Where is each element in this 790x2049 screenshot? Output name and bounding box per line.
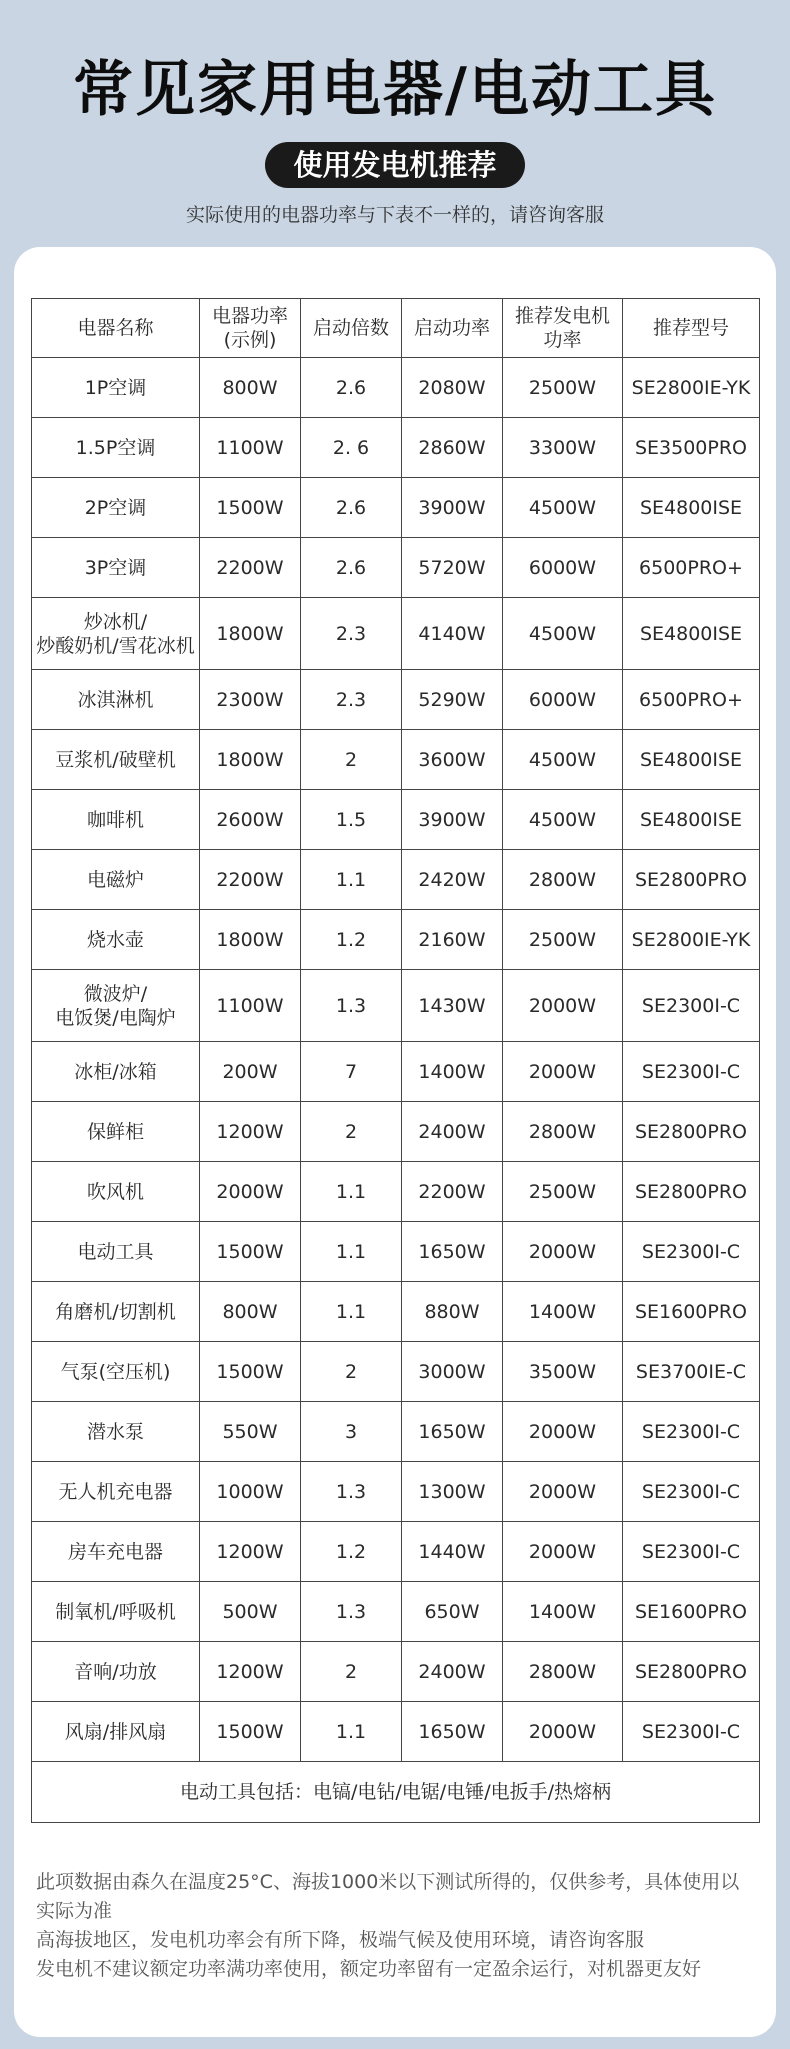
table-row xyxy=(32,910,760,970)
table-cell: 2. 6 xyxy=(301,418,402,478)
table-cell: 2800W xyxy=(503,850,623,910)
table-cell: 3900W xyxy=(402,790,503,850)
table-cell: 2 xyxy=(301,1102,402,1162)
table-cell: 2.6 xyxy=(301,358,402,418)
table-cell: 2800W xyxy=(503,1642,623,1702)
table-row xyxy=(32,1522,760,1582)
subtitle: 实际使用的电器功率与下表不一样的，请咨询客服 xyxy=(185,204,604,226)
table-cell: 5720W xyxy=(402,538,503,598)
table-cell: SE2300I-C xyxy=(623,1702,760,1762)
table-cell: 1.2 xyxy=(301,910,402,970)
table-cell: 音响/功放 xyxy=(32,1642,200,1702)
table-cell: 2160W xyxy=(402,910,503,970)
table-cell: SE3700IE-C xyxy=(623,1342,760,1402)
table-cell: 3900W xyxy=(402,478,503,538)
table-cell: 1.1 xyxy=(301,850,402,910)
table-cell: 电动工具 xyxy=(32,1222,200,1282)
table-cell: 咖啡机 xyxy=(32,790,200,850)
table-cell: 2500W xyxy=(503,358,623,418)
table-header-row xyxy=(32,299,760,358)
table-cell: 6000W xyxy=(503,670,623,730)
table-cell: 2400W xyxy=(402,1642,503,1702)
table-cell: SE2300I-C xyxy=(623,1462,760,1522)
table-cell: 1000W xyxy=(200,1462,301,1522)
section-badge: 使用发电机推荐 xyxy=(265,142,525,188)
table-cell: 3P空调 xyxy=(32,538,200,598)
table-cell: 保鲜柜 xyxy=(32,1102,200,1162)
table-cell: 1400W xyxy=(503,1582,623,1642)
table-body xyxy=(32,358,760,1823)
table-row xyxy=(32,358,760,418)
table-row xyxy=(32,850,760,910)
table-row xyxy=(32,1582,760,1642)
table-cell: 6500PRO+ xyxy=(623,670,760,730)
table-cell: 1.1 xyxy=(301,1282,402,1342)
table-row xyxy=(32,478,760,538)
table-cell: 4500W xyxy=(503,478,623,538)
table-cell: 1500W xyxy=(200,1702,301,1762)
table-cell: 气泵(空压机) xyxy=(32,1342,200,1402)
table-cell: 3500W xyxy=(503,1342,623,1402)
table-cell: 3300W xyxy=(503,418,623,478)
table-row xyxy=(32,1162,760,1222)
table-cell: 1400W xyxy=(402,1042,503,1102)
table-cell: SE4800ISE xyxy=(623,790,760,850)
table-cell: 1430W xyxy=(402,970,503,1042)
table-cell: 1650W xyxy=(402,1702,503,1762)
table-cell: SE1600PRO xyxy=(623,1582,760,1642)
column-header: 启动倍数 xyxy=(301,299,402,358)
table-cell: SE2800PRO xyxy=(623,1102,760,1162)
table-cell: 1200W xyxy=(200,1642,301,1702)
table-cell: 2000W xyxy=(503,1042,623,1102)
table-cell: 800W xyxy=(200,358,301,418)
column-header: 电器名称 xyxy=(32,299,200,358)
table-cell: 1800W xyxy=(200,910,301,970)
table-cell: 2200W xyxy=(402,1162,503,1222)
table-cell: 200W xyxy=(200,1042,301,1102)
column-header: 启动功率 xyxy=(402,299,503,358)
table-cell: 2600W xyxy=(200,790,301,850)
table-cell: SE3500PRO xyxy=(623,418,760,478)
table-cell: 1100W xyxy=(200,418,301,478)
table-cell: 3 xyxy=(301,1402,402,1462)
table-cell: 550W xyxy=(200,1402,301,1462)
table-cell: SE2800PRO xyxy=(623,1162,760,1222)
table-cell: 1.1 xyxy=(301,1162,402,1222)
table-cell: 2000W xyxy=(503,1462,623,1522)
table-cell: 2.6 xyxy=(301,538,402,598)
table-cell: 500W xyxy=(200,1582,301,1642)
table-row xyxy=(32,1462,760,1522)
table-cell: SE2300I-C xyxy=(623,1222,760,1282)
table-cell: SE2300I-C xyxy=(623,1522,760,1582)
power-tools-note: 电动工具包括：电镐/电钻/电锯/电锤/电扳手/热熔柄 xyxy=(32,1762,760,1823)
table-row xyxy=(32,1402,760,1462)
table-cell: 1500W xyxy=(200,1342,301,1402)
table-row xyxy=(32,538,760,598)
table-cell: 微波炉/ 电饭煲/电陶炉 xyxy=(32,970,200,1042)
column-header: 推荐发电机 功率 xyxy=(503,299,623,358)
table-cell: SE4800ISE xyxy=(623,730,760,790)
table-cell: 2400W xyxy=(402,1102,503,1162)
table-cell: 1.5P空调 xyxy=(32,418,200,478)
table-cell: 6500PRO+ xyxy=(623,538,760,598)
table-cell: 2000W xyxy=(503,1522,623,1582)
table-cell: 2000W xyxy=(503,1402,623,1462)
column-header: 推荐型号 xyxy=(623,299,760,358)
table-cell: SE1600PRO xyxy=(623,1282,760,1342)
table-cell: 650W xyxy=(402,1582,503,1642)
table-cell: 2200W xyxy=(200,538,301,598)
table-cell: 1650W xyxy=(402,1402,503,1462)
table-cell: SE2800PRO xyxy=(623,850,760,910)
table-cell: 880W xyxy=(402,1282,503,1342)
footer-note: 此项数据由森久在温度25°C、海拔1000米以下测试所得的，仅供参考，具体使用以实际为准 xyxy=(36,1871,740,1922)
table-cell: 1100W xyxy=(200,970,301,1042)
table-cell: 4500W xyxy=(503,730,623,790)
table-cell: 4140W xyxy=(402,598,503,670)
table-row xyxy=(32,670,760,730)
table-row xyxy=(32,1282,760,1342)
table-cell: 2.6 xyxy=(301,478,402,538)
table-cell: 2300W xyxy=(200,670,301,730)
table-cell: 炒冰机/ 炒酸奶机/雪花冰机 xyxy=(32,598,200,670)
table-cell: SE2300I-C xyxy=(623,1042,760,1102)
table-cell: 豆浆机/破壁机 xyxy=(32,730,200,790)
page-title: 常见家用电器/电动工具 xyxy=(73,55,717,125)
table-cell: 1440W xyxy=(402,1522,503,1582)
table-cell: 房车充电器 xyxy=(32,1522,200,1582)
table-cell: 2 xyxy=(301,1642,402,1702)
table-cell: 1400W xyxy=(503,1282,623,1342)
table-note-row xyxy=(32,1762,760,1823)
table-row xyxy=(32,418,760,478)
table-row xyxy=(32,790,760,850)
table-cell: 3000W xyxy=(402,1342,503,1402)
table-row xyxy=(32,1642,760,1702)
table-cell: SE4800ISE xyxy=(623,478,760,538)
column-header: 电器功率 (示例) xyxy=(200,299,301,358)
table-cell: 3600W xyxy=(402,730,503,790)
table-cell: 800W xyxy=(200,1282,301,1342)
table-row xyxy=(32,970,760,1042)
table-row xyxy=(32,1342,760,1402)
table-cell: 潜水泵 xyxy=(32,1402,200,1462)
table-cell: 2500W xyxy=(503,1162,623,1222)
table-cell: 1200W xyxy=(200,1102,301,1162)
table-cell: 2860W xyxy=(402,418,503,478)
table-cell: 1.3 xyxy=(301,1582,402,1642)
table-cell: 吹风机 xyxy=(32,1162,200,1222)
table-cell: 2000W xyxy=(503,1702,623,1762)
table-cell: 2200W xyxy=(200,850,301,910)
table-cell: 1.3 xyxy=(301,1462,402,1522)
table-cell: 冰淇淋机 xyxy=(32,670,200,730)
table-cell: 角磨机/切割机 xyxy=(32,1282,200,1342)
table-cell: 1500W xyxy=(200,478,301,538)
table-cell: 2P空调 xyxy=(32,478,200,538)
table-cell: 2.3 xyxy=(301,598,402,670)
table-cell: SE2300I-C xyxy=(623,1402,760,1462)
table-cell: 7 xyxy=(301,1042,402,1102)
table-cell: 2 xyxy=(301,1342,402,1402)
table-cell: 2000W xyxy=(503,1222,623,1282)
table-cell: 2080W xyxy=(402,358,503,418)
footer-notes xyxy=(36,1868,756,1984)
table-cell: 4500W xyxy=(503,790,623,850)
footer-note: 高海拔地区，发电机功率会有所下降，极端气候及使用环境，请咨询客服 xyxy=(36,1929,645,1951)
table-cell: 烧水壶 xyxy=(32,910,200,970)
table-row xyxy=(32,1042,760,1102)
table-cell: 冰柜/冰箱 xyxy=(32,1042,200,1102)
table-row xyxy=(32,1102,760,1162)
table-cell: 1.1 xyxy=(301,1702,402,1762)
table-cell: SE4800ISE xyxy=(623,598,760,670)
table-cell: 2500W xyxy=(503,910,623,970)
table-cell: 1.2 xyxy=(301,1522,402,1582)
table-cell: 电磁炉 xyxy=(32,850,200,910)
footer-note: 发电机不建议额定功率满功率使用，额定功率留有一定盈余运行，对机器更友好 xyxy=(36,1958,702,1980)
table-cell: 2 xyxy=(301,730,402,790)
table-cell: SE2800PRO xyxy=(623,1642,760,1702)
table-cell: 1800W xyxy=(200,598,301,670)
table-cell: 1.5 xyxy=(301,790,402,850)
table-cell: 2.3 xyxy=(301,670,402,730)
table-cell: 5290W xyxy=(402,670,503,730)
table-cell: 4500W xyxy=(503,598,623,670)
table-cell: SE2800IE-YK xyxy=(623,358,760,418)
table-cell: 1200W xyxy=(200,1522,301,1582)
table-cell: 风扇/排风扇 xyxy=(32,1702,200,1762)
table-cell: 2420W xyxy=(402,850,503,910)
table-cell: 1P空调 xyxy=(32,358,200,418)
table-cell: SE2300I-C xyxy=(623,970,760,1042)
table-cell: 无人机充电器 xyxy=(32,1462,200,1522)
table-cell: 2000W xyxy=(503,970,623,1042)
table-cell: 2000W xyxy=(200,1162,301,1222)
table-cell: 制氧机/呼吸机 xyxy=(32,1582,200,1642)
table-cell: 1650W xyxy=(402,1222,503,1282)
table-cell: 1.3 xyxy=(301,970,402,1042)
recommendation-table xyxy=(31,298,760,1823)
table-row xyxy=(32,598,760,670)
table-cell: SE2800IE-YK xyxy=(623,910,760,970)
table-row xyxy=(32,1702,760,1762)
table-cell: 6000W xyxy=(503,538,623,598)
table-cell: 1800W xyxy=(200,730,301,790)
table-row xyxy=(32,1222,760,1282)
table-cell: 1300W xyxy=(402,1462,503,1522)
table-cell: 2800W xyxy=(503,1102,623,1162)
table-cell: 1.1 xyxy=(301,1222,402,1282)
table-row xyxy=(32,730,760,790)
table-cell: 1500W xyxy=(200,1222,301,1282)
